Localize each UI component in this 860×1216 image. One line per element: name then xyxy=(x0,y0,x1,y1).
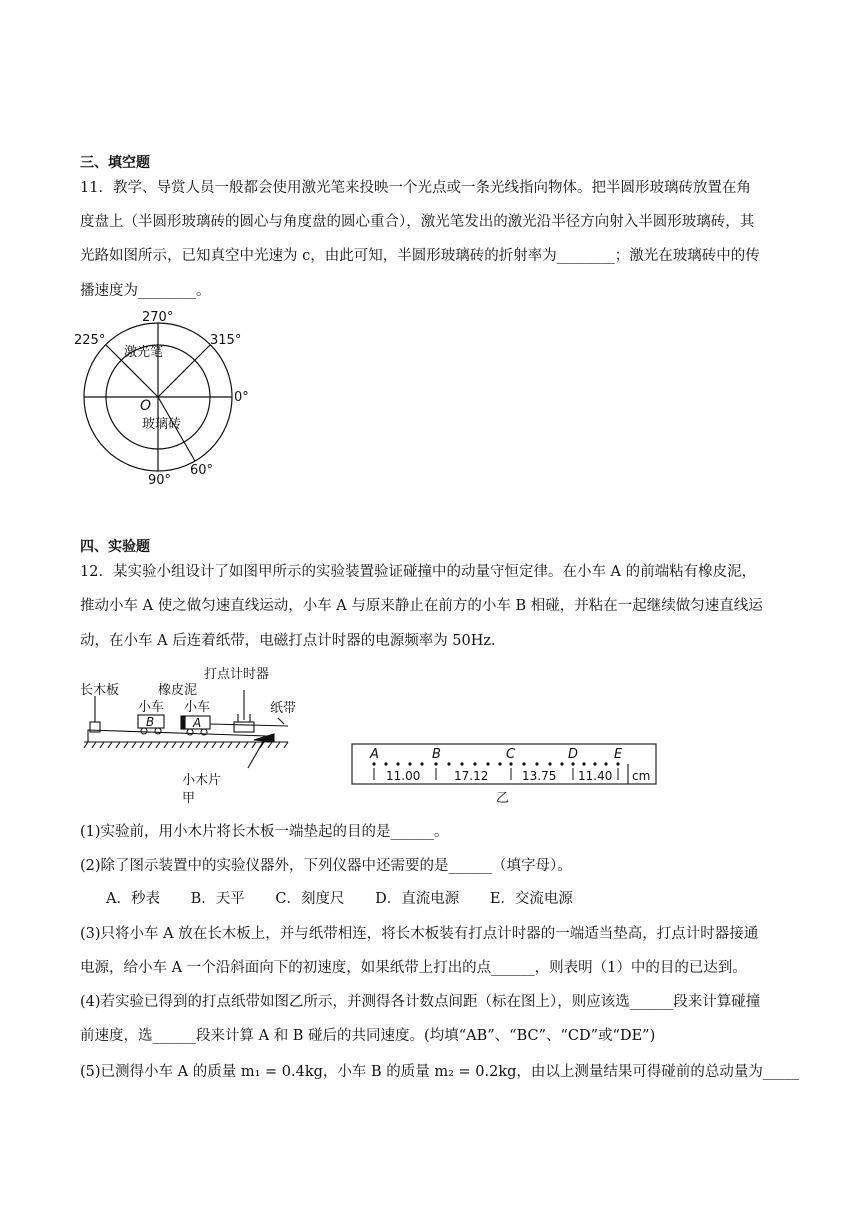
label-cart-a-letter: A xyxy=(193,716,202,730)
label-putty: 橡皮泥 xyxy=(158,683,198,698)
paper-tape xyxy=(210,724,288,726)
q12-text-line2: 推动小车 A 使之做匀速直线运动，小车 A 与原来静止在前方的小车 B 相碰，并粘在一起继续做匀速直线运 xyxy=(80,598,763,614)
q12-sub4-line1: (4)若实验已得到的打点纸带如图乙所示，并测得各计数点间距（标在图上），则应该选______段来计算碰撞 xyxy=(80,994,761,1010)
block-label-leader xyxy=(248,740,264,768)
q11-text-line2: 度盘上（半圆形玻璃砖的圆心与角度盘的圆心重合），激光笔发出的激光沿半径方向射入半圆形玻璃砖，其 xyxy=(80,214,755,230)
label-270: 270° xyxy=(142,310,174,325)
ground-hatch xyxy=(84,742,288,748)
q12-text-line3: 动，在小车 A 后连着纸带，电磁打点计时器的电源频率为 50Hz. xyxy=(80,633,496,649)
label-block: 小木片 xyxy=(182,773,222,788)
label-board: 长木板 xyxy=(80,683,120,698)
q12-sub3-line1: (3)只将小车 A 放在长木板上，并与纸带相连，将长木板装有打点计时器的一端适当垫高，打点计时器接通 xyxy=(80,926,759,942)
label-cart-b-letter: B xyxy=(146,715,155,729)
q12-sub2: (2)除了图示装置中的实验仪器外，下列仪器中还需要的是______（填字母）。 xyxy=(80,858,572,874)
q12-options xyxy=(106,889,806,909)
section-heading-experiment: 四、实验题 xyxy=(80,539,150,555)
option-c: C．刻度尺 xyxy=(275,891,345,907)
point-b: B xyxy=(432,747,441,762)
distance-bc: 17.12 xyxy=(454,769,489,783)
label-timer: 打点计时器 xyxy=(204,667,270,682)
q11-text-line4: 播速度为________。 xyxy=(80,283,211,299)
point-a: A xyxy=(370,747,379,762)
label-60: 60° xyxy=(190,463,214,478)
putty xyxy=(181,716,185,729)
label-315: 315° xyxy=(210,333,242,348)
label-0: 0° xyxy=(234,390,249,405)
tape-figure-yi xyxy=(350,740,660,810)
option-a: A．秒表 xyxy=(106,891,160,907)
distance-ab: 11.00 xyxy=(386,769,421,783)
point-c: C xyxy=(506,747,516,762)
option-e: E．交流电源 xyxy=(489,891,573,907)
point-e: E xyxy=(614,747,623,762)
tape-dots xyxy=(372,762,619,765)
label-cart-a: 小车 xyxy=(184,700,211,715)
tape-leader xyxy=(278,718,284,724)
label-225: 225° xyxy=(74,333,106,348)
q12-sub1: (1)实验前，用小木片将长木板一端垫起的目的是______。 xyxy=(80,824,449,840)
point-d: D xyxy=(568,747,579,762)
section-heading-fill-in: 三、填空题 xyxy=(80,155,150,171)
q12-sub4-line2: 前速度，选______段来计算 A 和 B 碰后的共同速度。(均填“AB”、“BC”、“CD”或“DE”) xyxy=(80,1028,656,1044)
caption-jia: 甲 xyxy=(182,791,196,806)
distance-de: 11.40 xyxy=(578,769,613,783)
label-center-o: O xyxy=(140,398,152,414)
caption-yi: 乙 xyxy=(496,791,510,806)
protractor-figure xyxy=(70,300,270,490)
apparatus-figure-jia xyxy=(78,660,318,810)
distance-cd: 13.75 xyxy=(522,769,557,783)
option-b: B．天平 xyxy=(190,891,245,907)
label-90: 90° xyxy=(148,473,172,488)
q12-sub5: (5)已测得小车 A 的质量 m₁ = 0.4kg，小车 B 的质量 m₂ = 0.2kg，由以上测量结果可得碰前的总动量为_____ xyxy=(80,1064,800,1080)
q11-text-line1: 11．教学、导赏人员一般都会使用激光笔来投映一个光点或一条光线指向物体。把半圆形玻璃砖放置在角 xyxy=(80,180,751,196)
label-glass-brick: 玻璃砖 xyxy=(142,417,182,432)
label-laser-pen: 激光笔 xyxy=(124,345,164,360)
option-d: D．直流电源 xyxy=(375,891,460,907)
reflected-ray xyxy=(158,345,210,397)
q12-sub3-line2: 电源，给小车 A 一个沿斜面向下的初速度，如果纸带上打出的点______，则表明（1）中的目的已达到。 xyxy=(80,960,747,976)
timer xyxy=(234,722,254,732)
q11-text-line3: 光路如图所示，已知真空中光速为 c，由此可知，半圆形玻璃砖的折射率为________；激光在玻璃砖中的传 xyxy=(80,248,760,264)
label-cart-b: 小车 xyxy=(138,700,165,715)
unit-cm: cm xyxy=(632,769,651,783)
q12-text-line1: 12．某实验小组设计了如图甲所示的实验装置验证碰撞中的动量守恒定律。在小车 A 的前端粘有橡皮泥， xyxy=(80,564,757,580)
label-tape: 纸带 xyxy=(270,701,297,716)
